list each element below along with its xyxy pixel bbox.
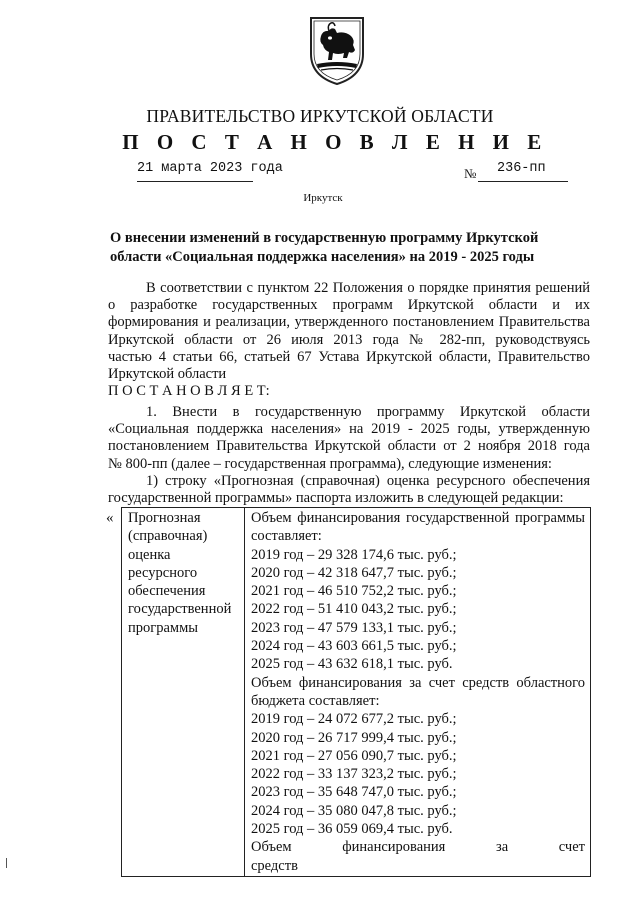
document-title <box>110 229 539 266</box>
item-1-line: постановлением Правительства Иркутской области от 2 ноября 2018 года <box>108 438 590 455</box>
open-quote: « <box>106 510 114 526</box>
value-line: бюджета составляет: <box>251 692 380 709</box>
value-line: 2022 год – 33 137 323,2 тыс. руб.; <box>251 766 457 783</box>
label-line: государственной <box>128 601 232 618</box>
table-cell-label <box>122 508 245 877</box>
value-line: составляет: <box>251 528 322 545</box>
document-date: 21 марта 2023 года <box>137 161 283 176</box>
value-line: 2020 год – 26 717 999,4 тыс. руб.; <box>251 729 457 746</box>
item-1-line: «Социальная поддержка населения» на 2019 - 2025 годы, утвержденную <box>108 421 590 438</box>
preamble-line: частью 4 статьи 66, статьей 67 Устава Иркутской области, Правительство <box>108 348 590 365</box>
value-line: 2025 год – 36 059 069,4 тыс. руб. <box>251 821 453 838</box>
document-number: 236-пп <box>497 161 546 176</box>
title-line: области «Социальная поддержка населения» на 2019 - 2025 годы <box>110 248 535 265</box>
table-row <box>122 508 591 877</box>
number-sign: № <box>464 166 477 181</box>
preamble <box>108 280 590 400</box>
document-type: П О С Т А Н О В Л Е Н И Е <box>122 130 548 154</box>
value-line: 2025 год – 43 632 618,1 тыс. руб. <box>251 656 453 673</box>
value-line: 2019 год – 29 328 174,6 тыс. руб.; <box>251 546 457 563</box>
resources-table <box>121 507 591 877</box>
label-line: (справочная) <box>128 528 208 545</box>
value-line: 2021 год – 27 056 090,7 тыс. руб.; <box>251 747 457 764</box>
city: Иркутск <box>303 192 343 204</box>
value-line: 2020 год – 42 318 647,7 тыс. руб.; <box>251 564 457 581</box>
value-line: Объем финансирования государственной программы <box>251 510 585 526</box>
preamble-line: формирования и реализации, утвержденного постановлением Правительства <box>108 314 590 331</box>
table-cell-value <box>245 508 591 877</box>
label-line: программы <box>128 619 198 636</box>
item-1 <box>108 404 590 507</box>
label-line: ресурсного <box>128 564 198 581</box>
label-line: Прогнозная <box>128 510 201 526</box>
label-line: оценка <box>128 546 171 563</box>
value-line: 2024 год – 35 080 047,8 тыс. руб.; <box>251 802 457 819</box>
value-line: 2023 год – 35 648 747,0 тыс. руб.; <box>251 784 457 801</box>
preamble-line: В соответствии с пунктом 22 Положения о порядке принятия решений <box>146 280 590 296</box>
subitem-1-line: государственной программы» паспорта изложить в следующей редакции: <box>108 490 564 507</box>
value-line: 2023 год – 47 579 133,1 тыс. руб.; <box>251 619 457 636</box>
preamble-line: Иркутской области от 26 июля 2013 года № 282-пп, руководствуясь <box>108 331 590 348</box>
date-underline <box>137 181 253 182</box>
number-underline <box>478 181 568 182</box>
item-1-line: № 800-пп (далее – государственная программа), следующие изменения: <box>108 455 552 472</box>
value-line: Объем финансирования за счет средств <box>251 839 585 874</box>
label-line: обеспечения <box>128 583 206 600</box>
title-line: О внесении изменений в государственную программу Иркутской <box>110 230 539 246</box>
item-1-line: 1. Внести в государственную программу Иркутской области <box>146 404 590 420</box>
resolves-word: П О С Т А Н О В Л Я Е Т: <box>108 383 270 400</box>
value-line: 2022 год – 51 410 043,2 тыс. руб.; <box>251 601 457 618</box>
preamble-line: Иркутской области <box>108 366 227 383</box>
government-name: ПРАВИТЕЛЬСТВО ИРКУТСКОЙ ОБЛАСТИ <box>146 106 494 126</box>
value-line: 2019 год – 24 072 677,2 тыс. руб.; <box>251 711 457 728</box>
irkutsk-coat-of-arms-icon <box>307 14 367 86</box>
value-line: 2021 год – 46 510 752,2 тыс. руб.; <box>251 583 457 600</box>
preamble-line: о разработке государственных программ Иркутской области и их <box>108 297 590 314</box>
scan-margin-mark <box>6 858 7 868</box>
value-line: 2024 год – 43 603 661,5 тыс. руб.; <box>251 638 457 655</box>
subitem-1-line: 1) строку «Прогнозная (справочная) оценка ресурсного обеспечения <box>146 472 590 489</box>
value-line: Объем финансирования за счет средств областного <box>251 674 585 691</box>
